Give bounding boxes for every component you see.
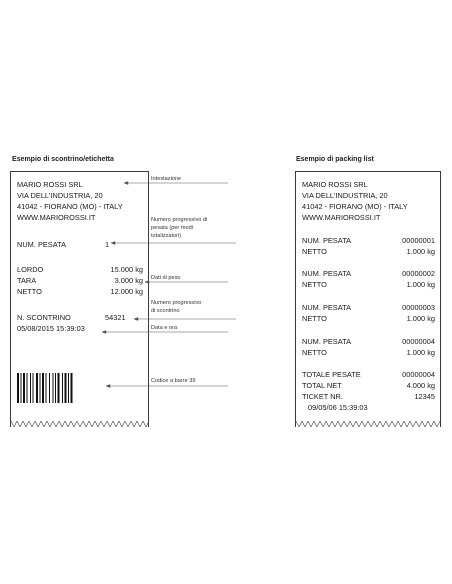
annotation-date-time: Data e ora [151, 325, 178, 331]
receipt-tare-row: TARA 3.000 kg [17, 276, 143, 285]
annotation-header: Intestazione [151, 176, 182, 182]
packing-city: 41042 - FIORANO (MO) - ITALY [302, 202, 408, 211]
packing-total-weighings: TOTALE PESATE 00000004 [302, 370, 435, 379]
packing-entry-4-number: NUM. PESATA 00000004 [302, 337, 435, 346]
packing-entry-2-net: NETTO 1.000 kg [302, 280, 435, 289]
receipt-ticket-row: N. SCONTRINO 54321 [17, 313, 126, 322]
packing-torn-edge [296, 421, 440, 427]
packing-entry-1-net: NETTO 1.000 kg [302, 247, 435, 256]
packing-entry-2-number: NUM. PESATA 00000002 [302, 269, 435, 278]
packing-datetime: 09/05/06 15:39:03 [308, 403, 368, 412]
packing-entry-3-number: NUM. PESATA 00000003 [302, 303, 435, 312]
annotation-progressive-weighing: Numero progressivo di pesata (per modi totalizzatori) [151, 217, 208, 239]
receipt-website: WWW.MARIOROSSI.IT [17, 213, 96, 222]
packing-ticket-number: TICKET NR. 12345 [302, 392, 435, 401]
packing-company: MARIO ROSSI SRL [302, 180, 368, 189]
receipt-datetime: 05/08/2015 15:39:03 [17, 324, 85, 333]
receipt-street: VIA DELL'INDUSTRIA, 20 [17, 191, 103, 200]
packing-website: WWW.MARIOROSSI.IT [302, 213, 381, 222]
receipt-gross-row: LORDO 15.000 kg [17, 265, 143, 274]
annotation-progressive-ticket: Numero progressivo di scontrino [151, 300, 202, 314]
packing-list-ticket [295, 171, 441, 427]
packing-entry-3-net: NETTO 1.000 kg [302, 314, 435, 323]
packing-street: VIA DELL'INDUSTRIA, 20 [302, 191, 388, 200]
packing-entry-1-number: NUM. PESATA 00000001 [302, 236, 435, 245]
annotation-weight-data: Dati di peso [151, 275, 181, 281]
packing-total-net: TOTAL NET 4.000 kg [302, 381, 435, 390]
receipt-net-row: NETTO 12.000 kg [17, 287, 143, 296]
receipt-heading: Esempio di scontrino/etichetta [12, 156, 114, 163]
receipt-city: 41042 - FIORANO (MO) - ITALY [17, 202, 123, 211]
receipt-weighing-row: NUM. PESATA 1 [17, 240, 110, 249]
receipt-company: MARIO ROSSI SRL [17, 180, 83, 189]
packing-list-heading: Esempio di packing list [296, 156, 374, 163]
annotation-barcode: Codice a barre 39 [151, 378, 196, 384]
packing-entry-4-net: NETTO 1.000 kg [302, 348, 435, 357]
